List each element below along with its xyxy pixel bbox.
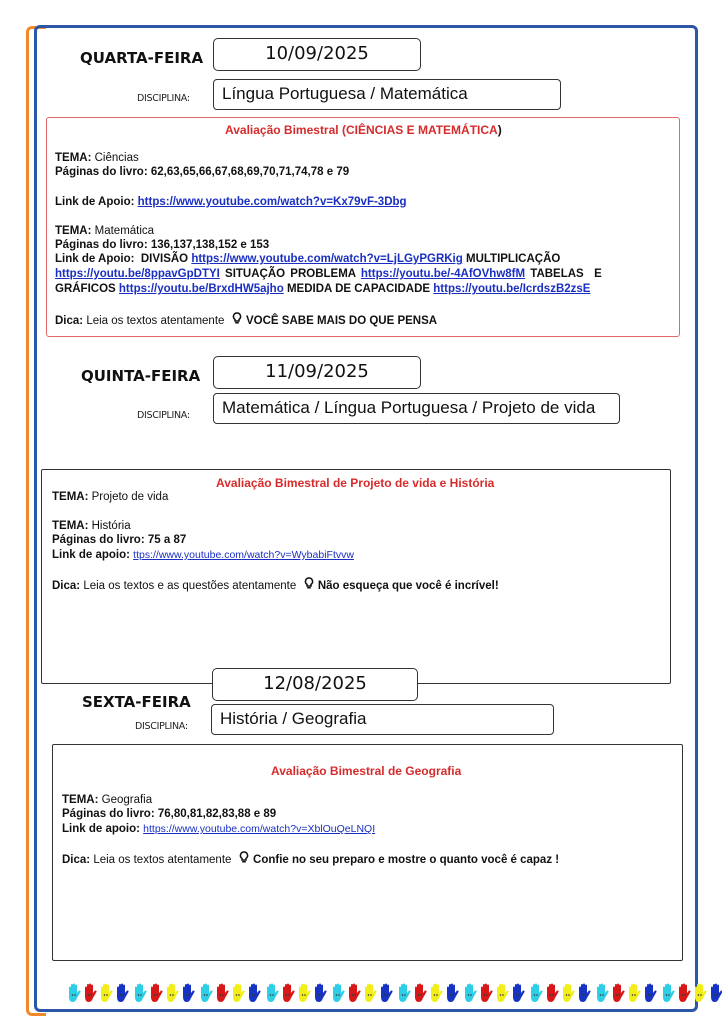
hand-group: [528, 983, 592, 1005]
hand-icon: [164, 983, 180, 1003]
hand-icon: [214, 983, 230, 1003]
hands-decoration-border: [66, 983, 722, 1005]
youtube-link[interactable]: ttps://www.youtube.com/watch?v=WybabiFtvvw: [133, 549, 354, 561]
tip-line: Dica: Leia os textos atentamente Confie no seu preparo e mostre o quanto você é capaz !: [62, 851, 559, 867]
tema-line: TEMA: Ciências: [55, 152, 139, 164]
card-title: Avaliação Bimestral de Geografia: [271, 764, 462, 778]
hand-icon: [676, 983, 692, 1003]
lightbulb-icon: [231, 312, 243, 328]
hand-icon: [642, 983, 658, 1003]
hand-icon: [396, 983, 412, 1003]
hand-icon: [510, 983, 526, 1003]
hand-group: [264, 983, 328, 1005]
hand-icon: [346, 983, 362, 1003]
hand-icon: [246, 983, 262, 1003]
hand-icon: [412, 983, 428, 1003]
date-field: 11/09/2025: [213, 356, 421, 389]
youtube-link-capacity[interactable]: https://youtu.be/IcrdszB2zsE: [433, 283, 591, 295]
hand-icon: [180, 983, 196, 1003]
pages-line: Páginas do livro: 75 a 87: [52, 534, 187, 546]
youtube-link[interactable]: https://www.youtube.com/watch?v=Kx79vF-3Dbg: [137, 196, 407, 208]
hand-group: [594, 983, 658, 1005]
hand-icon: [494, 983, 510, 1003]
hand-icon: [148, 983, 164, 1003]
hand-icon: [544, 983, 560, 1003]
date-field: 12/08/2025: [212, 668, 418, 701]
tip-line: Dica: Leia os textos atentamente VOCÊ SABE MAIS DO QUE PENSA: [55, 312, 437, 328]
exam-card-friday: [52, 744, 683, 961]
hand-icon: [198, 983, 214, 1003]
tema-line: TEMA: Geografia: [62, 794, 153, 806]
weekday-label: QUARTA-FEIRA: [80, 49, 204, 67]
hand-group: [198, 983, 262, 1005]
tema-line: TEMA: História: [52, 520, 131, 532]
weekday-label: SEXTA-FEIRA: [82, 693, 191, 711]
hand-icon: [312, 983, 328, 1003]
hand-icon: [560, 983, 576, 1003]
discipline-field: História / Geografia: [211, 704, 554, 735]
hand-icon: [280, 983, 296, 1003]
hand-icon: [478, 983, 494, 1003]
discipline-label: DISCIPLINA:: [137, 410, 190, 421]
hand-group: [132, 983, 196, 1005]
hand-icon: [444, 983, 460, 1003]
tema-line: TEMA: Projeto de vida: [52, 491, 169, 503]
support-link-line: Link de apoio: ttps://www.youtube.com/watch?v=WybabiFtvvw: [52, 549, 354, 561]
weekday-label: QUINTA-FEIRA: [81, 367, 201, 385]
hand-icon: [330, 983, 346, 1003]
hand-icon: [98, 983, 114, 1003]
hand-icon: [132, 983, 148, 1003]
youtube-link[interactable]: https://www.youtube.com/watch?v=XblOuQeLNQI: [143, 823, 376, 835]
hand-group: [660, 983, 722, 1005]
tema-line: TEMA: Matemática: [55, 225, 155, 237]
hand-group: [330, 983, 394, 1005]
support-link-line: Link de Apoio: https://www.youtube.com/watch?v=Kx79vF-3Dbg: [55, 196, 407, 208]
hand-icon: [462, 983, 478, 1003]
date-field: 10/09/2025: [213, 38, 421, 71]
hand-icon: [692, 983, 708, 1003]
hand-icon: [576, 983, 592, 1003]
lightbulb-icon: [238, 851, 250, 867]
tip-line: Dica: Leia os textos e as questões atentamente Não esqueça que você é incrível!: [52, 577, 499, 593]
hand-icon: [610, 983, 626, 1003]
hand-group: [396, 983, 460, 1005]
support-link-line: Link de apoio: https://www.youtube.com/watch?v=XblOuQeLNQI: [62, 823, 376, 835]
youtube-link-problem-solving[interactable]: https://youtu.be/-4AfOVhw8fM: [360, 268, 526, 280]
discipline-field: Língua Portuguesa / Matemática: [213, 79, 561, 110]
discipline-field: Matemática / Língua Portuguesa / Projeto de vida: [213, 393, 620, 424]
youtube-link-tables-charts[interactable]: https://youtu.be/BrxdHW5ajho: [118, 283, 284, 295]
card-title: Avaliação Bimestral de Projeto de vida e História: [216, 476, 495, 490]
hand-icon: [528, 983, 544, 1003]
hand-group: [462, 983, 526, 1005]
support-link-line: https://youtu.be/8ppavGpDTYI SITUAÇÃO PROBLEMA https://youtu.be/-4AfOVhw8fM TABELAS E: [55, 268, 602, 280]
exam-card-wednesday: [46, 117, 680, 337]
hand-icon: [362, 983, 378, 1003]
discipline-label: DISCIPLINA:: [135, 721, 188, 732]
discipline-label: DISCIPLINA:: [137, 93, 190, 104]
hand-icon: [708, 983, 722, 1003]
hand-icon: [660, 983, 676, 1003]
youtube-link-multiplication[interactable]: https://youtu.be/8ppavGpDTYI: [55, 268, 220, 280]
hand-icon: [114, 983, 130, 1003]
hand-icon: [296, 983, 312, 1003]
hand-icon: [626, 983, 642, 1003]
hand-icon: [378, 983, 394, 1003]
support-link-line: GRÁFICOS https://youtu.be/BrxdHW5ajho MEDIDA DE CAPACIDADE https://youtu.be/IcrdszB2zsE: [55, 283, 591, 295]
exam-card-thursday: [41, 469, 671, 684]
hand-group: [66, 983, 130, 1005]
card-title: Avaliação Bimestral (CIÊNCIAS E MATEMÁTICA): [225, 123, 502, 137]
lightbulb-icon: [303, 577, 315, 593]
hand-icon: [594, 983, 610, 1003]
hand-icon: [82, 983, 98, 1003]
support-link-line: Link de Apoio: DIVISÃO https://www.youtube.com/watch?v=LjLGyPGRKig MULTIPLICAÇÃO: [55, 253, 561, 265]
hand-icon: [264, 983, 280, 1003]
pages-line: Páginas do livro: 76,80,81,82,83,88 e 89: [62, 808, 277, 820]
hand-icon: [230, 983, 246, 1003]
hand-icon: [66, 983, 82, 1003]
hand-icon: [428, 983, 444, 1003]
youtube-link-division[interactable]: https://www.youtube.com/watch?v=LjLGyPGRKig: [191, 253, 463, 265]
pages-line: Páginas do livro: 62,63,65,66,67,68,69,70,71,74,78 e 79: [55, 166, 350, 178]
pages-line: Páginas do livro: 136,137,138,152 e 153: [55, 239, 270, 251]
